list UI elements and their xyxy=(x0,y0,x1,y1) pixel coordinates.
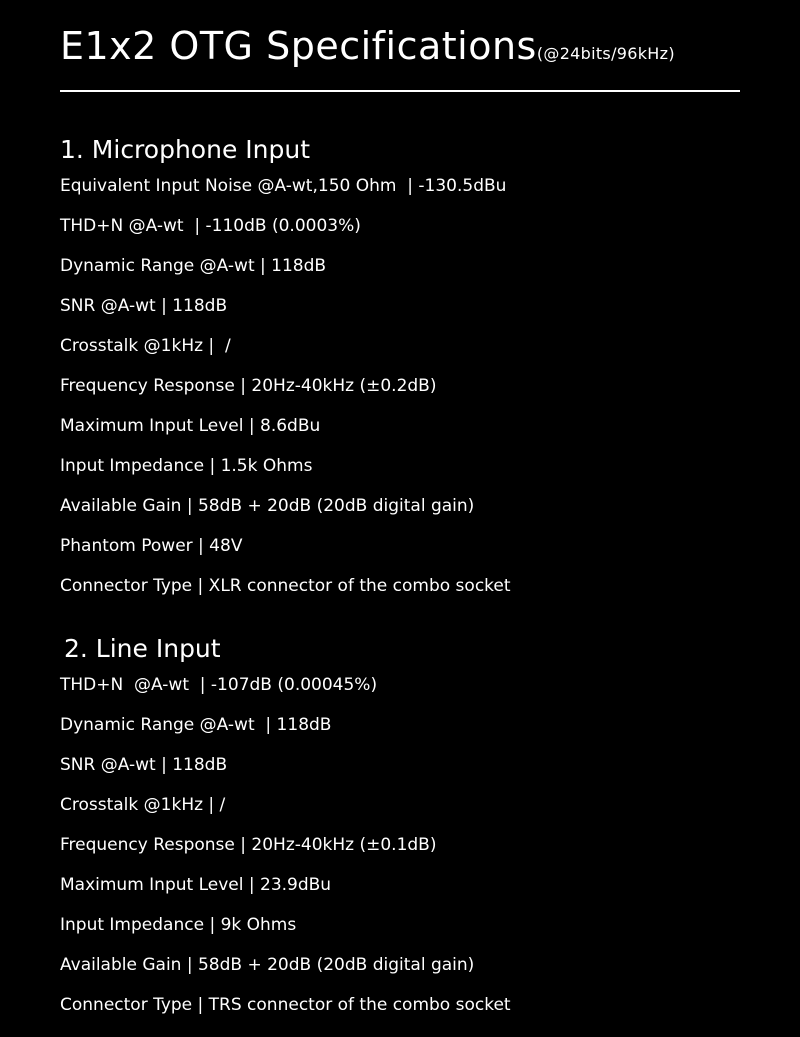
page-title xyxy=(60,24,675,68)
spec-line: Input Impedance | 1.5k Ohms xyxy=(60,456,313,476)
spec-line: Available Gain | 58dB + 20dB (20dB digital gain) xyxy=(60,955,475,975)
spec-line: Crosstalk @1kHz | / xyxy=(60,336,231,356)
title-divider xyxy=(60,90,740,92)
spec-line: Dynamic Range @A-wt | 118dB xyxy=(60,256,327,276)
spec-line: Frequency Response | 20Hz-40kHz (±0.2dB) xyxy=(60,376,437,396)
spec-line: Dynamic Range @A-wt | 118dB xyxy=(60,715,332,735)
spec-line: Crosstalk @1kHz | / xyxy=(60,795,226,815)
spec-line: Available Gain | 58dB + 20dB (20dB digital gain) xyxy=(60,496,475,516)
title-main: E1x2 OTG Specifications xyxy=(60,24,537,68)
spec-line: Maximum Input Level | 8.6dBu xyxy=(60,416,321,436)
section-heading-microphone-input: 1. Microphone Input xyxy=(60,135,310,164)
title-subtitle: (@24bits/96kHz) xyxy=(536,44,675,63)
spec-line: SNR @A-wt | 118dB xyxy=(60,755,228,775)
spec-line: THD+N @A-wt | -107dB (0.00045%) xyxy=(60,675,378,695)
section-heading-line-input: 2. Line Input xyxy=(64,634,221,663)
spec-line: THD+N @A-wt | -110dB (0.0003%) xyxy=(60,216,361,236)
spec-line: Connector Type | TRS connector of the combo socket xyxy=(60,995,511,1015)
spec-line: Phantom Power | 48V xyxy=(60,536,243,556)
spec-line: Connector Type | XLR connector of the combo socket xyxy=(60,576,511,596)
spec-line: Input Impedance | 9k Ohms xyxy=(60,915,297,935)
spec-line: SNR @A-wt | 118dB xyxy=(60,296,228,316)
spec-line: Equivalent Input Noise @A-wt,150 Ohm | -130.5dBu xyxy=(60,176,507,196)
spec-line: Maximum Input Level | 23.9dBu xyxy=(60,875,332,895)
spec-line: Frequency Response | 20Hz-40kHz (±0.1dB) xyxy=(60,835,437,855)
